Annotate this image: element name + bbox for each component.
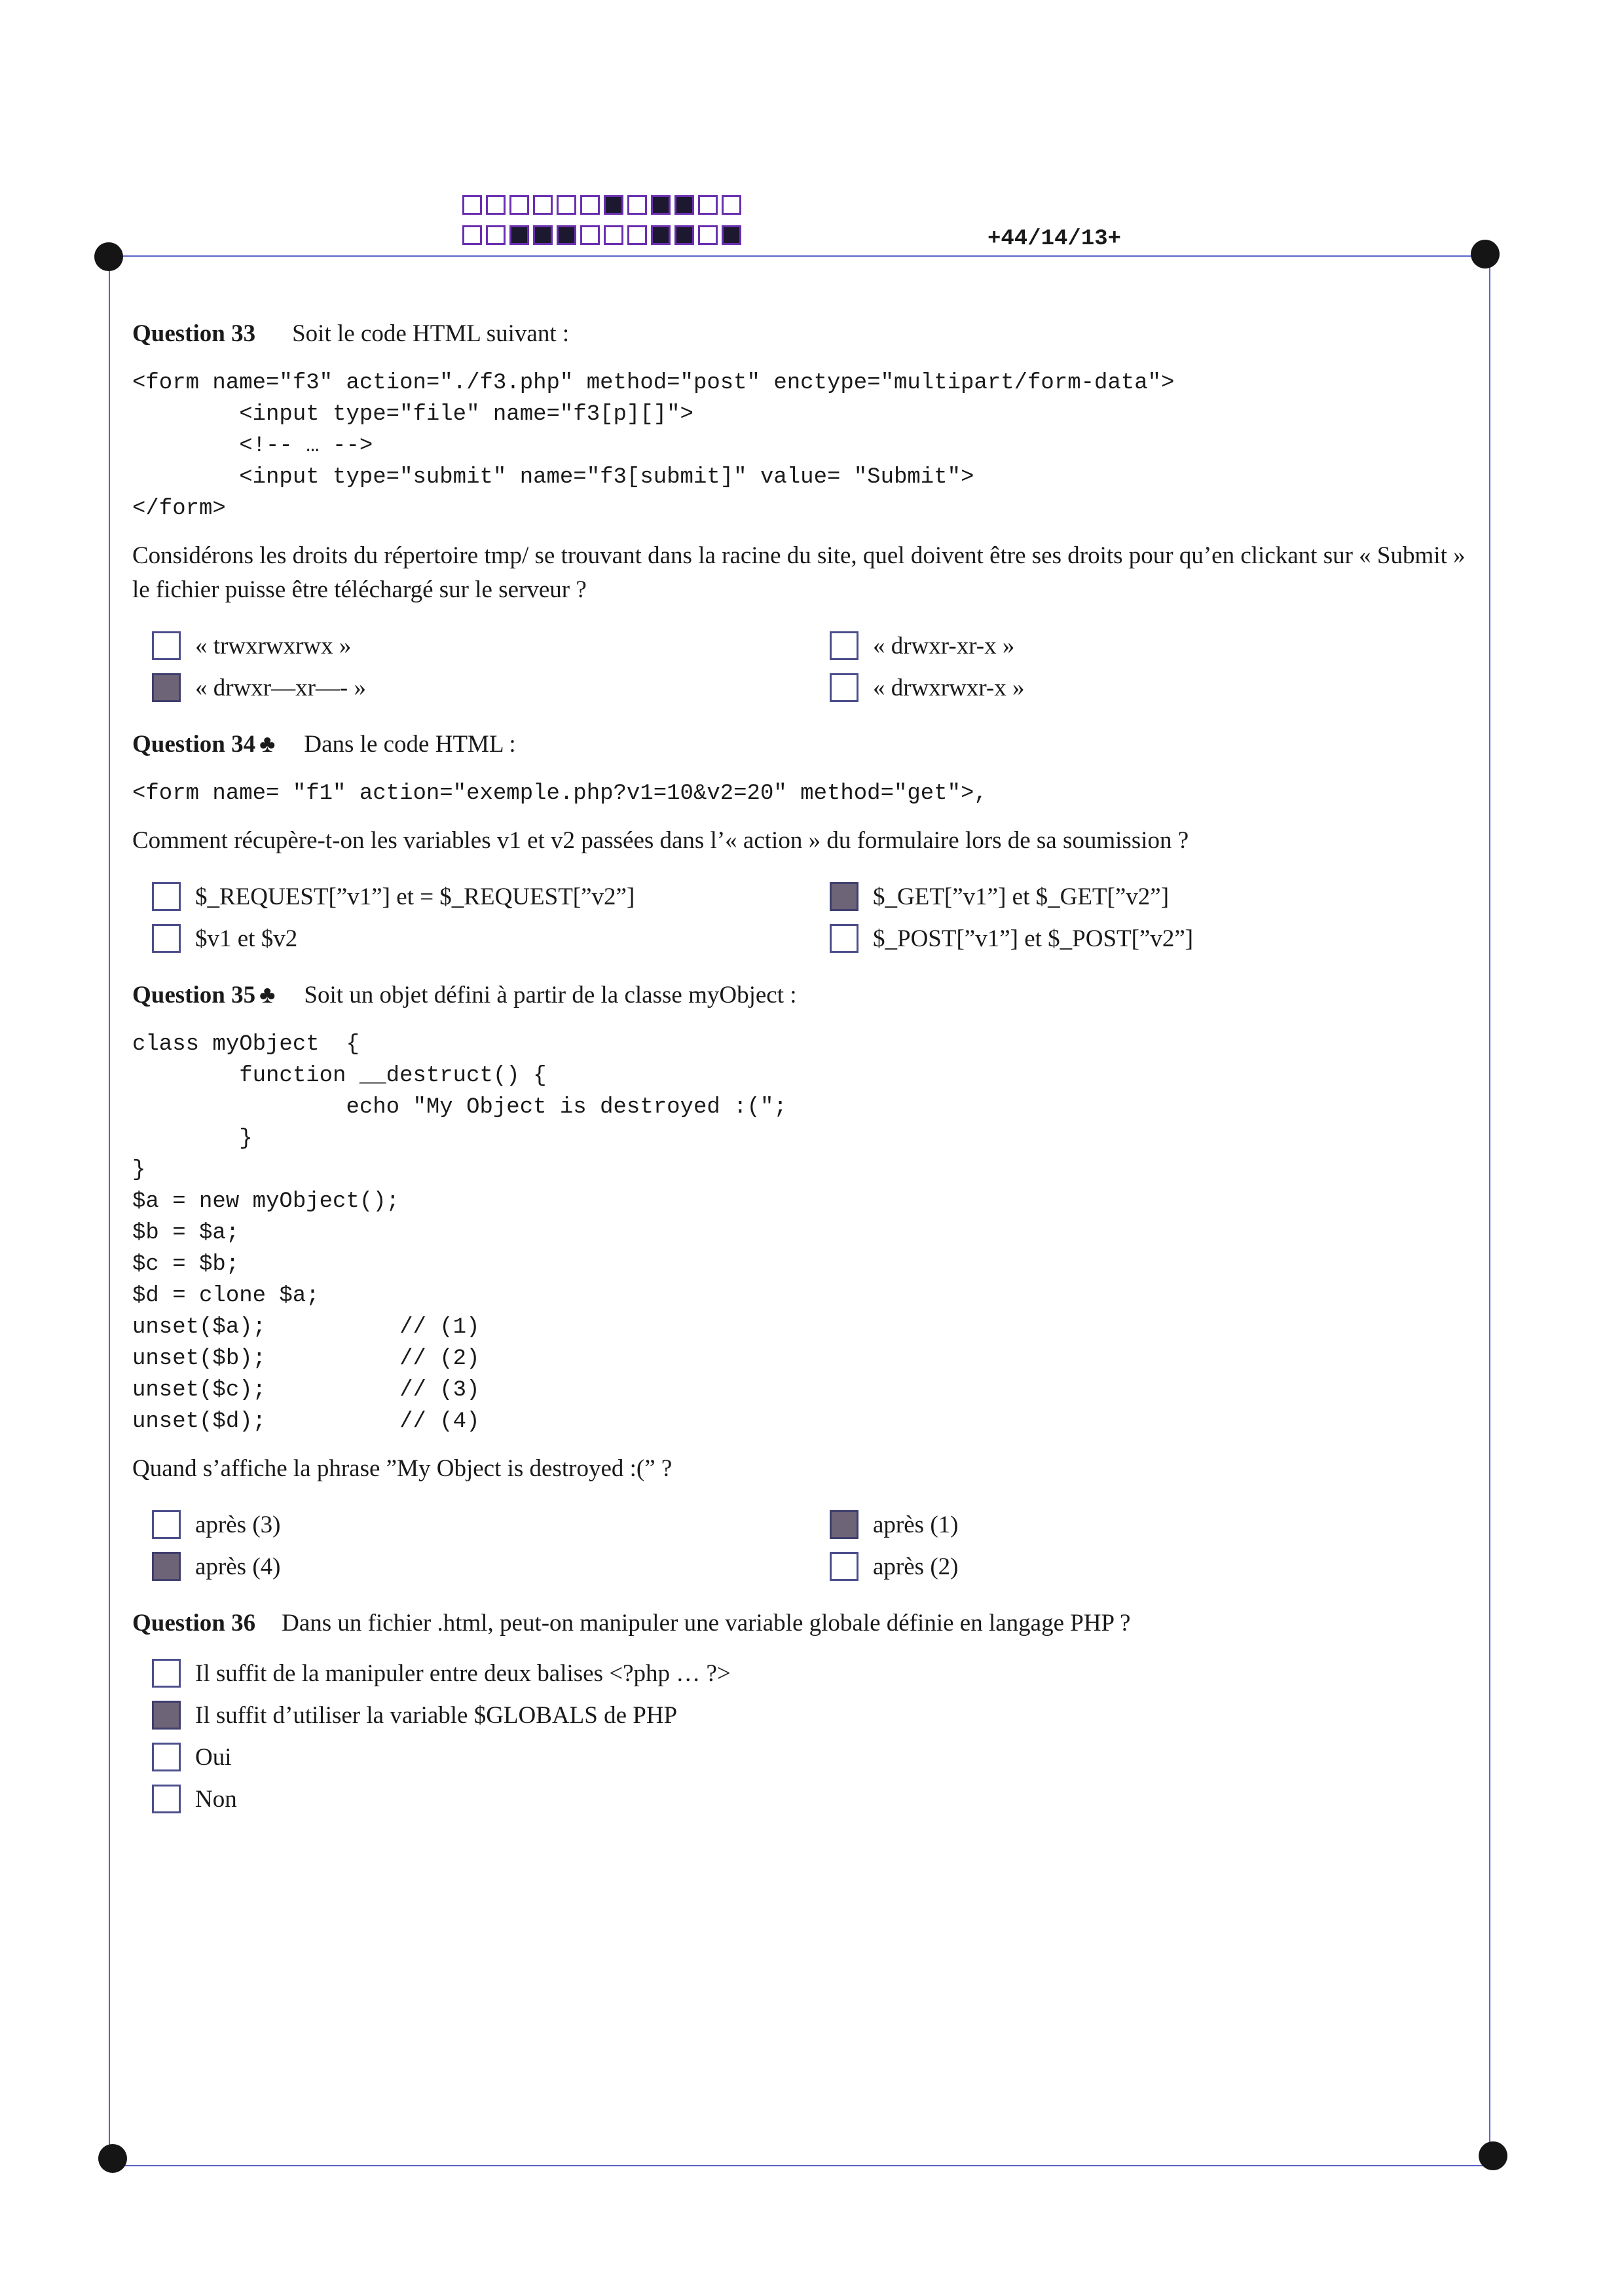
code-grid-cell <box>651 195 671 215</box>
checkbox[interactable] <box>152 1785 181 1813</box>
option[interactable] <box>830 1550 1485 1583</box>
option[interactable] <box>152 922 830 955</box>
code-grid-cell <box>627 195 647 215</box>
questions-container <box>132 320 1475 1842</box>
option[interactable] <box>830 922 1485 955</box>
code-grid-cell <box>580 225 600 245</box>
option[interactable] <box>830 880 1485 913</box>
code-block: <form name="f3" action="./f3.php" method="post" enctype="multipart/form-data"> <input type="file" name="f3[p][]"> <!-- … --> <input type="submit" name="f3[submit]" value= "Submit"> </form> <box>132 371 1175 521</box>
question-text: Considérons les droits du répertoire tmp/ se trouvant dans la racine du site, quel doivent être ses droits pour qu’en clickant sur « Submit » le fichier puisse être téléchargé sur le serveur ? <box>132 542 1466 603</box>
checkbox[interactable] <box>830 1510 858 1539</box>
option[interactable] <box>830 671 1485 704</box>
code-block: class myObject { function __destruct() { echo "My Object is destroyed :("; } } $a = new myObject(); $b = $a; $c = $b; $d = clone $a; unset($a); // (1) unset($b); // (2) unset($c); // (3) unset($d); // (4) <box>132 1032 787 1434</box>
option[interactable] <box>152 1550 830 1583</box>
option[interactable] <box>152 1741 1200 1773</box>
club-icon: ♣ <box>259 982 276 1009</box>
option[interactable] <box>830 629 1485 662</box>
checkbox[interactable] <box>830 673 858 702</box>
option-label: Il suffit de la manipuler entre deux balises <?php … ?> <box>195 1659 731 1687</box>
code-grid-cell <box>604 195 623 215</box>
code-grid-cell <box>486 225 506 245</box>
option-label: « drwxr-xr-x » <box>873 632 1015 659</box>
option-label: Oui <box>195 1743 232 1771</box>
code-block: <form name= "f1" action="exemple.php?v1=10&v2=20" method="get">, <box>132 781 987 806</box>
code-grid-cell <box>674 195 694 215</box>
option-label: $_POST[”v1”] et $_POST[”v2”] <box>873 925 1194 952</box>
question-number: Question 34 <box>132 731 256 758</box>
option[interactable] <box>152 1783 1200 1815</box>
code-grid-cell <box>533 195 553 215</box>
code-grid-cell <box>509 225 529 245</box>
checkbox[interactable] <box>152 924 181 953</box>
code-grid-cell <box>674 225 694 245</box>
page-id: +44/14/13+ <box>987 227 1122 251</box>
option-label: $_REQUEST[”v1”] et = $_REQUEST[”v2”] <box>195 883 635 910</box>
question-36 <box>132 1609 1475 1815</box>
code-grid-cell <box>486 195 506 215</box>
question-text: Comment récupère-t-on les variables v1 et v2 passées dans l’« action » du formulaire lors de sa soumission ? <box>132 827 1189 854</box>
option-label: $_GET[”v1”] et $_GET[”v2”] <box>873 883 1170 910</box>
options <box>152 880 1475 955</box>
checkbox[interactable] <box>152 1552 181 1581</box>
question-35 <box>132 981 1475 1583</box>
option-label: « trwxrwxrwx » <box>195 632 352 659</box>
code-grid-cell <box>462 195 482 215</box>
checkbox[interactable] <box>830 882 858 911</box>
code-grid-row <box>462 195 745 219</box>
binary-code-grid <box>462 195 745 255</box>
question-header <box>132 1609 1475 1637</box>
checkbox[interactable] <box>152 882 181 911</box>
checkbox[interactable] <box>152 631 181 660</box>
question-number: Question 35 <box>132 982 256 1009</box>
code-grid-cell <box>698 195 718 215</box>
code-grid-cell <box>604 225 623 245</box>
option-label: « drwxr—xr—- » <box>195 674 367 701</box>
question-header <box>132 320 1475 348</box>
checkbox[interactable] <box>152 1510 181 1539</box>
options <box>152 1657 1475 1815</box>
code-grid-row <box>462 225 745 249</box>
option[interactable] <box>152 629 830 662</box>
code-grid-cell <box>533 225 553 245</box>
code-grid-cell <box>509 195 529 215</box>
checkbox[interactable] <box>152 673 181 702</box>
question-text: Quand s’affiche la phrase ”My Object is destroyed :(” ? <box>132 1455 673 1482</box>
option[interactable] <box>152 1657 1200 1690</box>
question-title: Soit le code HTML suivant : <box>292 320 570 347</box>
question-number: Question 33 <box>132 320 256 347</box>
code-grid-cell <box>557 195 576 215</box>
checkbox[interactable] <box>152 1659 181 1688</box>
checkbox[interactable] <box>152 1701 181 1730</box>
option[interactable] <box>152 1699 1200 1731</box>
option-label: après (4) <box>195 1553 281 1580</box>
option-label: Il suffit d’utiliser la variable $GLOBALS de PHP <box>195 1701 678 1729</box>
option-label: $v1 et $v2 <box>195 925 298 952</box>
code-grid-cell <box>698 225 718 245</box>
registration-mark-bottom-left <box>98 2144 127 2173</box>
code-grid-cell <box>462 225 482 245</box>
registration-mark-top-left <box>94 242 123 271</box>
option-label: après (3) <box>195 1511 281 1538</box>
option[interactable] <box>152 880 830 913</box>
question-header <box>132 730 1475 758</box>
option[interactable] <box>152 1508 830 1541</box>
checkbox[interactable] <box>830 631 858 660</box>
code-grid-cell <box>651 225 671 245</box>
option-label: après (2) <box>873 1553 959 1580</box>
option[interactable] <box>152 671 830 704</box>
question-number: Question 36 <box>132 1610 256 1637</box>
question-title: Dans le code HTML : <box>304 731 516 758</box>
code-grid-cell <box>557 225 576 245</box>
option-label: après (1) <box>873 1511 959 1538</box>
option-label: Non <box>195 1785 237 1813</box>
question-34 <box>132 730 1475 955</box>
option[interactable] <box>830 1508 1485 1541</box>
options <box>152 629 1475 704</box>
code-grid-cell <box>722 195 741 215</box>
option-label: « drwxrwxr-x » <box>873 674 1025 701</box>
question-title: Dans un fichier .html, peut-on manipuler une variable globale définie en langage PHP ? <box>282 1610 1131 1637</box>
checkbox[interactable] <box>830 1552 858 1581</box>
code-grid-cell <box>627 225 647 245</box>
club-icon: ♣ <box>259 731 276 758</box>
checkbox[interactable] <box>830 924 858 953</box>
code-grid-cell <box>722 225 741 245</box>
code-grid-cell <box>580 195 600 215</box>
question-33 <box>132 320 1475 704</box>
registration-mark-bottom-right <box>1479 2141 1507 2170</box>
options <box>152 1508 1475 1583</box>
registration-mark-top-right <box>1471 240 1500 268</box>
question-header <box>132 981 1475 1009</box>
checkbox[interactable] <box>152 1743 181 1771</box>
question-title: Soit un objet défini à partir de la classe myObject : <box>304 982 797 1009</box>
